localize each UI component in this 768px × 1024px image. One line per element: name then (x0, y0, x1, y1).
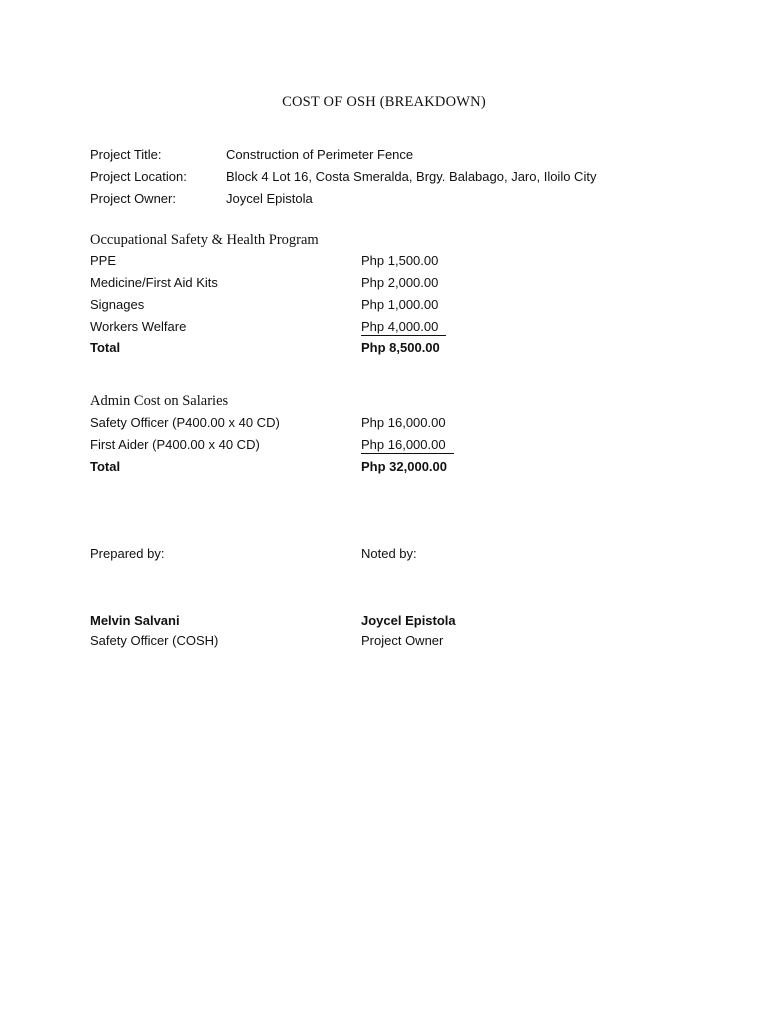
osh-item-label: Workers Welfare (90, 319, 187, 334)
osh-item-label: PPE (90, 253, 117, 268)
noted-by-label: Noted by: (361, 546, 417, 561)
osh-item-label: Signages (90, 297, 145, 312)
osh-item-amount: Php 4,000.00 (361, 318, 446, 336)
preparer-name: Melvin Salvani (90, 613, 180, 628)
admin-item-label: Safety Officer (P400.00 x 40 CD) (90, 415, 280, 430)
project-owner-label: Project Owner: (90, 191, 176, 206)
noter-name: Joycel Epistola (361, 613, 456, 628)
admin-total-amount: Php 32,000.00 (361, 459, 447, 474)
project-title-label: Project Title: (90, 147, 162, 162)
admin-item-amount: Php 16,000.00 (361, 436, 454, 454)
osh-item-amount: Php 1,500.00 (361, 253, 439, 268)
admin-total-label: Total (90, 459, 121, 474)
prepared-by-label: Prepared by: (90, 546, 165, 561)
osh-item-amount: Php 1,000.00 (361, 297, 439, 312)
project-location-label: Project Location: (90, 169, 187, 184)
project-location-value: Block 4 Lot 16, Costa Smeralda, Brgy. Balabago, Jaro, Iloilo City (226, 169, 597, 184)
osh-item-amount: Php 2,000.00 (361, 275, 439, 290)
document-title: COST OF OSH (BREAKDOWN) (282, 94, 486, 110)
noter-role: Project Owner (361, 633, 444, 648)
osh-total-amount: Php 8,500.00 (361, 340, 440, 355)
admin-item-label: First Aider (P400.00 x 40 CD) (90, 437, 260, 452)
project-title-value: Construction of Perimeter Fence (226, 147, 414, 162)
osh-item-label: Medicine/First Aid Kits (90, 275, 218, 290)
preparer-role: Safety Officer (COSH) (90, 633, 219, 648)
osh-total-label: Total (90, 340, 121, 355)
admin-item-amount: Php 16,000.00 (361, 415, 446, 430)
admin-cost-heading: Admin Cost on Salaries (90, 393, 229, 409)
osh-program-heading: Occupational Safety & Health Program (90, 232, 319, 248)
project-owner-value: Joycel Epistola (226, 191, 313, 206)
